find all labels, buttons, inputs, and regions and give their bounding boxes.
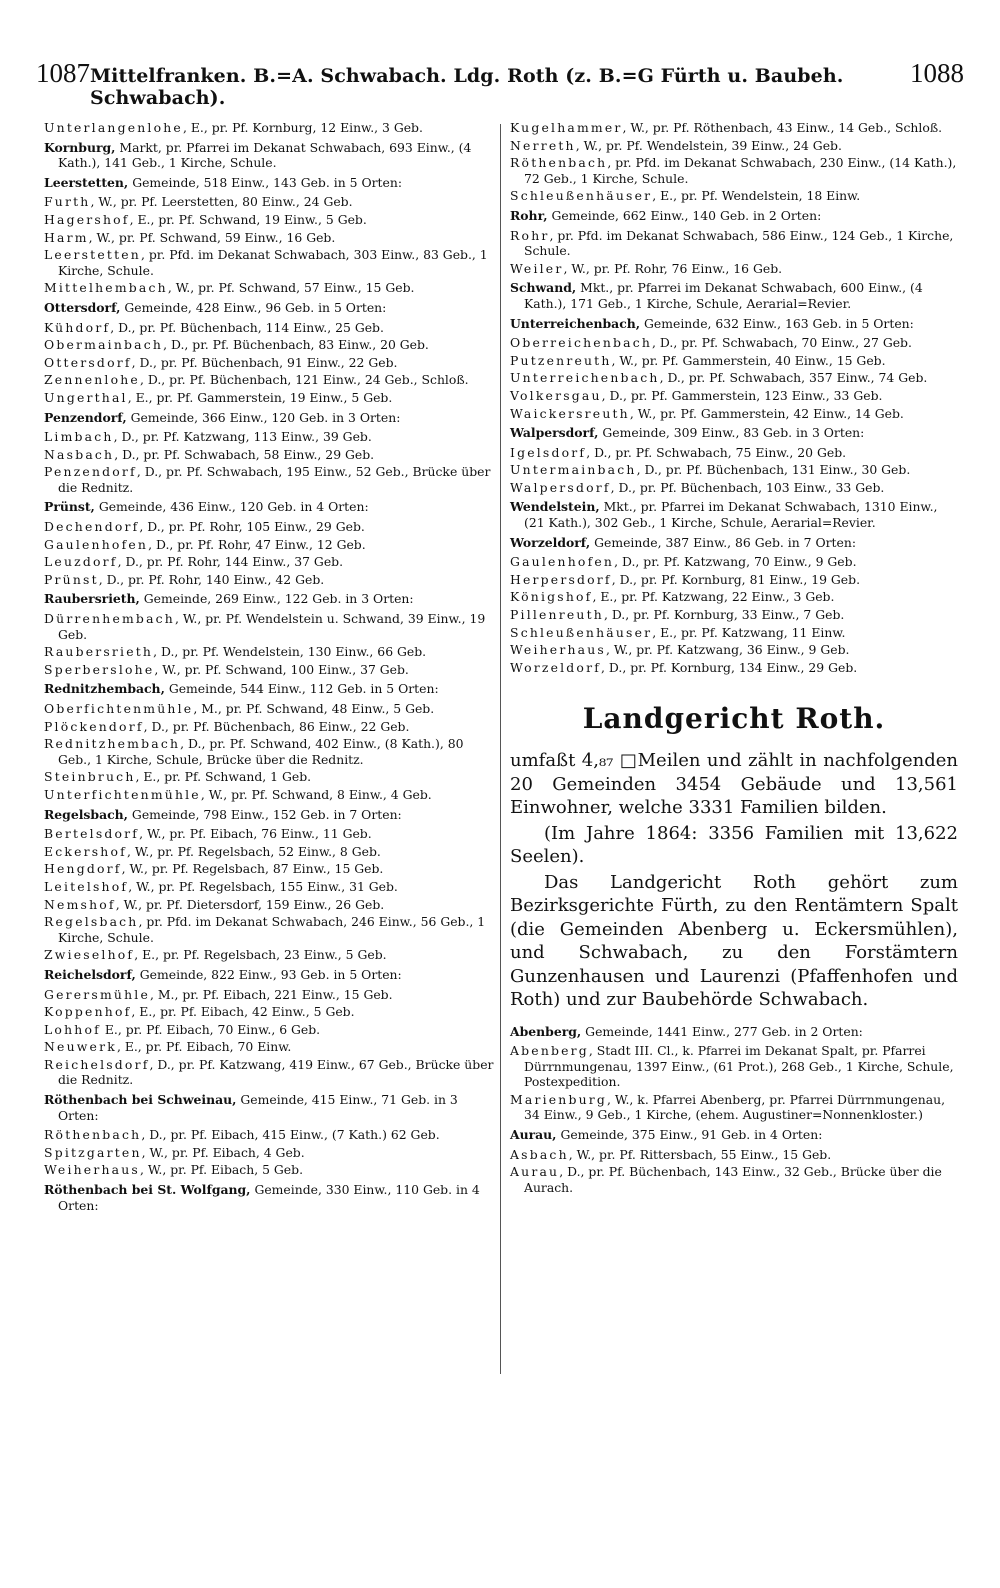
- gemeinde-entry: [44, 140, 494, 171]
- entry-details: Gemeinde, 518 Einw., 143 Geb. in 5 Orten:: [128, 174, 402, 190]
- place-name: Eckershof: [44, 843, 127, 859]
- gemeinde-entry: [44, 681, 494, 697]
- place-entry: [510, 1164, 958, 1195]
- place-name: Königshof: [510, 589, 593, 605]
- entry-details: , pr. Pfd. im Dekanat Schwabach, 303 Einw., 83 Geb., 1 Kirche, Schule.: [58, 247, 488, 278]
- entry-details: , D., pr. Pf. Büchenbach, 86 Einw., 22 Geb.: [143, 718, 410, 734]
- place-name: Zennenlohe: [44, 372, 140, 388]
- place-name: Gerersmühle: [44, 986, 150, 1002]
- intro-paragraph-jurisdiction: Das Landgericht Roth gehört zum Bezirksgerichte Fürth, zu den Rentämtern Spalt (die Gemeinden Abenberg u. Eckersmühlen), und Schwabach, zu den Forstämtern Gunzenhausen und Laurenzi (Pfaffenhofen und Roth) und zur Baubehörde Schwabach.: [510, 871, 958, 1010]
- entry-details: Gemeinde, 415 Einw., 71 Geb. in 3 Orten:: [58, 1092, 458, 1123]
- place-entry: [44, 662, 494, 678]
- place-entry: [510, 120, 958, 136]
- gemeinde-name: Prünst,: [44, 499, 95, 515]
- place-entry: [44, 390, 494, 406]
- entry-details: Gemeinde, 387 Einw., 86 Geb. in 7 Orten:: [590, 534, 857, 550]
- entry-details: , D., pr. Pf. Kornburg, 134 Einw., 29 Geb.: [601, 659, 858, 675]
- place-entry: [44, 194, 494, 210]
- entry-details: , E., pr. Pf. Gammerstein, 19 Einw., 5 Geb.: [127, 389, 393, 405]
- entry-details: Gemeinde, 330 Einw., 110 Geb. in 4 Orten:: [58, 1182, 480, 1213]
- gemeinde-entry: [44, 410, 494, 426]
- running-title: Mittelfranken. B.=A. Schwabach. Ldg. Roth (z. B.=G Fürth u. Baubeh. Schwabach).: [90, 65, 844, 109]
- place-name: Röthenbach: [510, 155, 608, 171]
- entry-details: , pr. Pfd. im Dekanat Schwabach, 230 Einw., (14 Kath.), 72 Geb., 1 Kirche, Schule.: [524, 155, 957, 186]
- entry-details: , W., pr. Pf. Regelsbach, 87 Einw., 15 Geb.: [121, 861, 384, 877]
- place-entry: [510, 554, 958, 570]
- gemeinde-name: Röthenbach bei Schweinau,: [44, 1092, 237, 1108]
- place-entry: [510, 572, 958, 588]
- place-name: Neuwerk: [44, 1039, 117, 1055]
- entry-details: , W., pr. Pf. Leerstetten, 80 Einw., 24 Geb.: [90, 194, 353, 210]
- landgericht-intro: [510, 749, 958, 1012]
- right-column-entries-bottom: [510, 1024, 958, 1196]
- entry-details: , D., pr. Pf. Schwand, 402 Einw., (8 Kath.), 80 Geb., 1 Kirche, Schule, Brücke über die Rednitz.: [58, 736, 464, 767]
- place-name: Gaulenhofen: [44, 536, 149, 552]
- place-name: Sperberslohe: [44, 661, 155, 677]
- entry-details: , D., pr. Pf. Gammerstein, 123 Einw., 33 Geb.: [601, 387, 883, 403]
- place-entry: [44, 464, 494, 495]
- entry-details: , W., pr. Pf. Röthenbach, 43 Einw., 14 Geb., Schloß.: [622, 120, 943, 135]
- place-name: Pillenreuth: [510, 607, 604, 623]
- entry-details: , M., pr. Pf. Schwand, 48 Einw., 5 Geb.: [193, 701, 435, 716]
- entry-details: Gemeinde, 662 Einw., 140 Geb. in 2 Orten:: [547, 207, 822, 223]
- gemeinde-entry: [44, 300, 494, 316]
- gemeinde-name: Reichelsdorf,: [44, 966, 136, 982]
- place-name: Weiherhaus: [44, 1162, 140, 1178]
- place-entry: [510, 155, 958, 186]
- place-name: Reichelsdorf: [44, 1056, 150, 1072]
- place-entry: [44, 537, 494, 553]
- entry-details: , E., pr. Pf. Eibach, 70 Einw.: [116, 1039, 292, 1055]
- entry-details: , D., pr. Pf. Büchenbach, 83 Einw., 20 Geb.: [163, 337, 429, 353]
- entry-details: , W., pr. Pf. Eibach, 76 Einw., 11 Geb.: [139, 826, 372, 842]
- place-name: Untermainbach: [510, 462, 637, 478]
- place-name: Raubersrieth: [44, 644, 154, 660]
- place-entry: [44, 1057, 494, 1088]
- place-entry: [510, 589, 958, 605]
- place-name: Worzeldorf: [510, 659, 602, 675]
- landgericht-title: Landgericht Roth.: [582, 702, 886, 736]
- entry-details: , D., pr. Pf. Rohr, 47 Einw., 12 Geb.: [148, 536, 366, 552]
- entry-details: , D., pr. Pf. Rohr, 105 Einw., 29 Geb.: [139, 519, 365, 535]
- place-entry: [510, 607, 958, 623]
- place-name: Igelsdorf: [510, 444, 587, 460]
- entry-details: Gemeinde, 544 Einw., 112 Geb. in 5 Orten:: [164, 681, 439, 697]
- place-entry: [510, 353, 958, 369]
- gemeinde-entry: [510, 208, 958, 224]
- gemeinde-entry: [510, 316, 958, 332]
- entry-details: Mkt., pr. Pfarrei im Dekanat Schwabach, 1310 Einw., (21 Kath.), 302 Geb., 1 Kirche, Schule, Aerarial=Revier.: [524, 499, 938, 531]
- place-entry: [44, 947, 494, 963]
- place-entry: [44, 826, 494, 842]
- place-name: Oberreichenbach: [510, 335, 653, 351]
- place-name: Leerstetten: [44, 247, 141, 263]
- entry-details: Gemeinde, 822 Einw., 93 Geb. in 5 Orten:: [135, 966, 402, 982]
- entry-details: , D., pr. Pf. Büchenbach, 114 Einw., 25 Geb.: [110, 319, 384, 335]
- place-entry: [44, 212, 494, 228]
- page-header: [36, 58, 964, 109]
- gemeinde-name: Walpersdorf,: [510, 425, 599, 441]
- right-column-entries-top: [510, 120, 958, 675]
- place-name: Ottersdorf: [44, 354, 132, 370]
- place-entry: [510, 445, 958, 461]
- place-entry: [44, 861, 494, 877]
- place-entry: [44, 879, 494, 895]
- place-name: Schleußenhäuser: [510, 624, 653, 640]
- place-name: Dürrenhembach: [44, 611, 175, 627]
- place-name: Obermainbach: [44, 337, 164, 353]
- entry-details: Gemeinde, 375 Einw., 91 Geb. in 4 Orten:: [556, 1127, 823, 1143]
- gemeinde-entry: [44, 499, 494, 515]
- entry-details: , W., pr. Pf. Rittersbach, 55 Einw., 15 Geb.: [568, 1146, 832, 1162]
- place-entry: [44, 1039, 494, 1055]
- gemeinde-name: Rohr,: [510, 207, 548, 223]
- place-name: Rednitzhembach: [44, 736, 181, 752]
- left-column: [44, 120, 494, 1217]
- entry-details: , W., pr. Pf. Wendelstein u. Schwand, 39 Einw., 19 Geb.: [58, 611, 486, 642]
- place-name: Leuzdorf: [44, 554, 118, 570]
- gemeinde-entry: [510, 1127, 958, 1143]
- place-name: Putzenreuth: [510, 352, 612, 368]
- entry-details: , W., pr. Pf. Katzwang, 36 Einw., 9 Geb.: [605, 642, 850, 658]
- entry-details: , D., pr. Pf. Schwabach, 195 Einw., 52 Geb., Brücke über die Rednitz.: [58, 464, 491, 495]
- entry-details: Gemeinde, 798 Einw., 152 Geb. in 7 Orten:: [127, 806, 402, 822]
- place-entry: [510, 1092, 958, 1123]
- place-name: Harm: [44, 229, 89, 245]
- place-entry: [510, 406, 958, 422]
- entry-details: , Stadt III. Cl., k. Pfarrei im Dekanat Spalt, pr. Pfarrei Dürrnmungenau, 1397 Einw., (61 Prot.), 268 Geb., 1 Kirche, Schule, Postexpedition.: [524, 1043, 954, 1090]
- page-number-left: 1087: [36, 58, 90, 88]
- gemeinde-entry: [510, 535, 958, 551]
- place-name: Unterreichenbach: [510, 370, 660, 386]
- entry-details: , W., pr. Pf. Regelsbach, 52 Einw., 8 Geb.: [126, 843, 381, 859]
- place-entry: [510, 1147, 958, 1163]
- place-entry: [44, 320, 494, 336]
- place-entry: [44, 897, 494, 913]
- gemeinde-entry: [44, 967, 494, 983]
- entry-details: , W., pr. Pf. Rohr, 76 Einw., 16 Geb.: [563, 260, 783, 276]
- entry-details: , pr. Pfd. im Dekanat Schwabach, 246 Einw., 56 Geb., 1 Kirche, Schule.: [58, 914, 486, 945]
- place-entry: [44, 1127, 494, 1143]
- entry-details: , W., pr. Pf. Eibach, 5 Geb.: [139, 1162, 304, 1178]
- entry-details: Gemeinde, 269 Einw., 122 Geb. in 3 Orten:: [139, 591, 414, 607]
- place-name: Steinbruch: [44, 769, 136, 785]
- place-name: Gaulenhofen: [510, 554, 615, 570]
- entry-details: , D., pr. Pf. Büchenbach, 91 Einw., 22 Geb.: [131, 354, 398, 370]
- place-name: Lohhof: [44, 1021, 101, 1037]
- place-entry: [44, 787, 494, 803]
- gemeinde-entry: [44, 1092, 494, 1123]
- entry-details: , D., pr. Pf. Eibach, 415 Einw., (7 Kath.) 62 Geb.: [141, 1127, 440, 1143]
- place-entry: [44, 914, 494, 945]
- entry-details: , D., pr. Pf. Büchenbach, 143 Einw., 32 Geb., Brücke über die Aurach.: [524, 1164, 942, 1195]
- place-name: Nerreth: [510, 137, 576, 153]
- gemeinde-name: Aurau,: [510, 1127, 557, 1143]
- entry-details: Gemeinde, 428 Einw., 96 Geb. in 5 Orten:: [120, 299, 387, 315]
- place-entry: [510, 370, 958, 386]
- place-entry: [44, 247, 494, 278]
- entry-details: , W., k. Pfarrei Abenberg, pr. Pfarrei Dürrnmungenau, 34 Einw., 9 Geb., 1 Kirche, (ehem. Augustiner=Nonnenkloster.): [524, 1091, 946, 1123]
- place-entry: [510, 625, 958, 641]
- place-name: Asbach: [510, 1146, 569, 1162]
- gemeinde-entry: [510, 280, 958, 311]
- entry-details: , W., pr. Pf. Eibach, 4 Geb.: [141, 1144, 305, 1160]
- entry-details: Markt, pr. Pfarrei im Dekanat Schwabach, 693 Einw., (4 Kath.), 141 Geb., 1 Kirche, Schule.: [58, 139, 472, 171]
- place-entry: [44, 719, 494, 735]
- gemeinde-name: Schwand,: [510, 280, 577, 296]
- entry-details: , D., pr. Pf. Katzwang, 70 Einw., 9 Geb.: [614, 554, 857, 570]
- entry-details: , D., pr. Pf. Schwabach, 58 Einw., 29 Geb.: [114, 446, 375, 462]
- gemeinde-entry: [44, 807, 494, 823]
- entry-details: , D., pr. Pf. Wendelstein, 130 Einw., 66 Geb.: [153, 644, 427, 660]
- place-entry: [44, 1145, 494, 1161]
- gemeinde-name: Ottersdorf,: [44, 299, 121, 315]
- place-name: Regelsbach: [44, 914, 139, 930]
- entry-details: , W., pr. Pf. Gammerstein, 42 Einw., 14 Geb.: [629, 405, 904, 421]
- place-name: Limbach: [44, 429, 114, 445]
- right-column: [510, 120, 958, 1197]
- place-entry: [44, 611, 494, 642]
- place-name: Kühdorf: [44, 319, 111, 335]
- place-name: Weiler: [510, 260, 564, 276]
- entry-details: Gemeinde, 436 Einw., 120 Geb. in 4 Orten:: [94, 499, 369, 515]
- gemeinde-name: Raubersrieth,: [44, 591, 140, 607]
- entry-details: , W., pr. Pf. Schwand, 8 Einw., 4 Geb.: [200, 786, 432, 802]
- gemeinde-name: Leerstetten,: [44, 174, 129, 190]
- place-name: Rohr: [510, 227, 550, 243]
- entry-details: , D., pr. Pf. Katzwang, 419 Einw., 67 Geb., Brücke über die Rednitz.: [58, 1056, 494, 1088]
- entry-details: , E., pr. Pf. Regelsbach, 23 Einw., 5 Geb.: [134, 947, 387, 963]
- entry-details: , W., pr. Pf. Gammerstein, 40 Einw., 15 Geb.: [611, 352, 886, 368]
- entry-details: , D., pr. Pf. Kornburg, 33 Einw., 7 Geb.: [603, 607, 845, 623]
- place-entry: [510, 335, 958, 351]
- entry-details: , E., pr. Pf. Wendelstein, 18 Einw.: [652, 188, 861, 204]
- place-entry: [510, 660, 958, 676]
- place-entry: [44, 1004, 494, 1020]
- place-entry: [44, 519, 494, 535]
- gemeinde-name: Kornburg,: [44, 139, 116, 155]
- place-name: Unterlangenlohe: [44, 120, 183, 135]
- entry-details: , D., pr. Pf. Büchenbach, 131 Einw., 30 Geb.: [636, 462, 911, 478]
- entry-details: , M., pr. Pf. Eibach, 221 Einw., 15 Geb.: [149, 986, 393, 1002]
- place-name: Penzendorf: [44, 464, 137, 480]
- place-entry: [510, 642, 958, 658]
- entry-details: , W., pr. Pf. Schwand, 57 Einw., 15 Geb.: [167, 280, 415, 296]
- place-name: Plöckendorf: [44, 718, 144, 734]
- entry-details: , E., pr. Pf. Kornburg, 12 Einw., 3 Geb.: [182, 120, 423, 135]
- place-name: Bertelsdorf: [44, 826, 140, 842]
- place-name: Aurau: [510, 1164, 560, 1180]
- entry-details: , D., pr. Pf. Schwabach, 75 Einw., 20 Geb.: [586, 444, 847, 460]
- entry-details: , W., pr. Pf. Schwand, 100 Einw., 37 Geb.: [154, 661, 409, 677]
- gemeinde-entry: [510, 425, 958, 441]
- place-entry: [44, 1022, 494, 1038]
- place-entry: [510, 138, 958, 154]
- place-entry: [44, 987, 494, 1003]
- place-entry: [510, 462, 958, 478]
- place-entry: [44, 736, 494, 767]
- entry-details: , W., pr. Pf. Wendelstein, 39 Einw., 24 Geb.: [575, 137, 842, 153]
- place-name: Marienburg: [510, 1091, 608, 1107]
- gemeinde-entry: [510, 1024, 958, 1040]
- entry-details: , D., pr. Pf. Schwabach, 70 Einw., 27 Geb.: [652, 335, 912, 351]
- entry-details: , W., pr. Pf. Dietersdorf, 159 Einw., 26 Geb.: [115, 896, 385, 912]
- place-name: Ungerthal: [44, 389, 128, 405]
- place-entry: [44, 355, 494, 371]
- entry-details: , D., pr. Pf. Schwabach, 357 Einw., 74 Geb.: [659, 370, 928, 386]
- entry-details: , W., pr. Pf. Schwand, 59 Einw., 16 Geb.: [88, 229, 336, 245]
- entry-details: , D., pr. Pf. Büchenbach, 121 Einw., 24 Geb., Schloß.: [139, 372, 469, 388]
- place-entry: [44, 372, 494, 388]
- entry-details: , D., pr. Pf. Rohr, 144 Einw., 37 Geb.: [117, 554, 344, 570]
- place-name: Abenberg: [510, 1043, 589, 1059]
- entry-details: , E., pr. Pf. Eibach, 42 Einw., 5 Geb.: [131, 1004, 355, 1020]
- entry-details: , D., pr. Pf. Büchenbach, 103 Einw., 33 Geb.: [610, 479, 885, 495]
- gemeinde-name: Unterreichenbach,: [510, 315, 641, 331]
- page-number-right: 1088: [910, 58, 964, 88]
- place-name: Kugelhammer: [510, 120, 623, 135]
- gemeinde-name: Rednitzhembach,: [44, 681, 165, 697]
- entry-details: Gemeinde, 309 Einw., 83 Geb. in 3 Orten:: [598, 425, 865, 441]
- place-name: Waickersreuth: [510, 405, 630, 421]
- place-name: Spitzgarten: [44, 1144, 142, 1160]
- place-entry: [510, 480, 958, 496]
- place-name: Herpersdorf: [510, 571, 612, 587]
- place-name: Prünst: [44, 571, 99, 587]
- entry-details: Gemeinde, 1441 Einw., 277 Geb. in 2 Orten:: [581, 1023, 863, 1039]
- entry-details: , W., pr. Pf. Regelsbach, 155 Einw., 31 Geb.: [128, 878, 398, 894]
- place-name: Volkersgau: [510, 387, 602, 403]
- place-name: Nemshof: [44, 896, 116, 912]
- entry-details: , E., pr. Pf. Katzwang, 11 Einw.: [652, 624, 846, 640]
- place-name: Walpersdorf: [510, 479, 611, 495]
- place-entry: [510, 228, 958, 259]
- entry-details: Mkt., pr. Pfarrei im Dekanat Schwabach, 600 Einw., (4 Kath.), 171 Geb., 1 Kirche, Schule, Aerarial=Revier.: [524, 280, 923, 311]
- place-entry: [44, 120, 494, 136]
- place-name: Schleußenhäuser: [510, 188, 653, 204]
- place-entry: [44, 429, 494, 445]
- place-name: Röthenbach: [44, 1127, 142, 1143]
- gemeinde-entry: [44, 591, 494, 607]
- place-name: Mittelhembach: [44, 280, 168, 296]
- gemeinde-name: Röthenbach bei St. Wolfgang,: [44, 1182, 251, 1198]
- place-entry: [44, 572, 494, 588]
- place-name: Weiherhaus: [510, 642, 606, 658]
- gemeinde-name: Abenberg,: [510, 1023, 582, 1039]
- entry-details: , D., pr. Pf. Katzwang, 113 Einw., 39 Geb.: [113, 429, 372, 445]
- column-divider: [500, 124, 501, 1374]
- place-name: Hagershof: [44, 211, 130, 227]
- place-name: Zwieselhof: [44, 947, 135, 963]
- entry-details: , pr. Pfd. im Dekanat Schwabach, 586 Einw., 124 Geb., 1 Kirche, Schule.: [524, 227, 954, 259]
- place-entry: [44, 1162, 494, 1178]
- place-name: Oberfichtenmühle: [44, 701, 194, 716]
- place-name: Dechendorf: [44, 519, 140, 535]
- place-entry: [44, 337, 494, 353]
- place-entry: [510, 1043, 958, 1090]
- place-entry: [44, 769, 494, 785]
- entry-details: , E., pr. Pf. Schwand, 1 Geb.: [135, 769, 312, 785]
- place-entry: [44, 280, 494, 296]
- gemeinde-entry: [44, 1182, 494, 1213]
- entry-details: Gemeinde, 632 Einw., 163 Geb. in 5 Orten:: [640, 315, 914, 331]
- intro-paragraph-1864: (Im Jahre 1864: 3356 Familien mit 13,622 Seelen).: [510, 822, 958, 867]
- place-entry: [44, 701, 494, 717]
- place-entry: [44, 554, 494, 570]
- gemeinde-name: Worzeldorf,: [510, 534, 591, 550]
- place-entry: [44, 230, 494, 246]
- gemeinde-entry: [510, 499, 958, 530]
- place-name: Hengdorf: [44, 861, 122, 877]
- entry-details: E., pr. Pf. Eibach, 70 Einw., 6 Geb.: [100, 1021, 321, 1037]
- place-name: Koppenhof: [44, 1004, 132, 1020]
- place-entry: [44, 447, 494, 463]
- gemeinde-name: Penzendorf,: [44, 409, 127, 425]
- entry-details: , D., pr. Pf. Kornburg, 81 Einw., 19 Geb.: [611, 571, 861, 587]
- place-name: Nasbach: [44, 446, 115, 462]
- gemeinde-entry: [44, 175, 494, 191]
- entry-details: Gemeinde, 366 Einw., 120 Geb. in 3 Orten:: [126, 409, 401, 425]
- gemeinde-name: Regelsbach,: [44, 806, 128, 822]
- place-name: Leitelshof: [44, 878, 129, 894]
- place-entry: [510, 388, 958, 404]
- place-entry: [44, 644, 494, 660]
- place-name: Unterfichtenmühle: [44, 786, 201, 802]
- entry-details: , E., pr. Pf. Katzwang, 22 Einw., 3 Geb.: [592, 589, 835, 605]
- place-name: Furth: [44, 194, 91, 210]
- intro-paragraph-area: umfaßt 4,₈₇ □Meilen und zählt in nachfolgenden 20 Gemeinden 3454 Gebäude und 13,561 Einwohner, welche 3331 Familien bilden.: [510, 750, 958, 818]
- place-entry: [510, 261, 958, 277]
- entry-details: , E., pr. Pf. Schwand, 19 Einw., 5 Geb.: [129, 211, 367, 227]
- place-entry: [44, 844, 494, 860]
- gemeinde-name: Wendelstein,: [510, 499, 600, 515]
- place-entry: [510, 188, 958, 204]
- entry-details: , D., pr. Pf. Rohr, 140 Einw., 42 Geb.: [98, 571, 325, 587]
